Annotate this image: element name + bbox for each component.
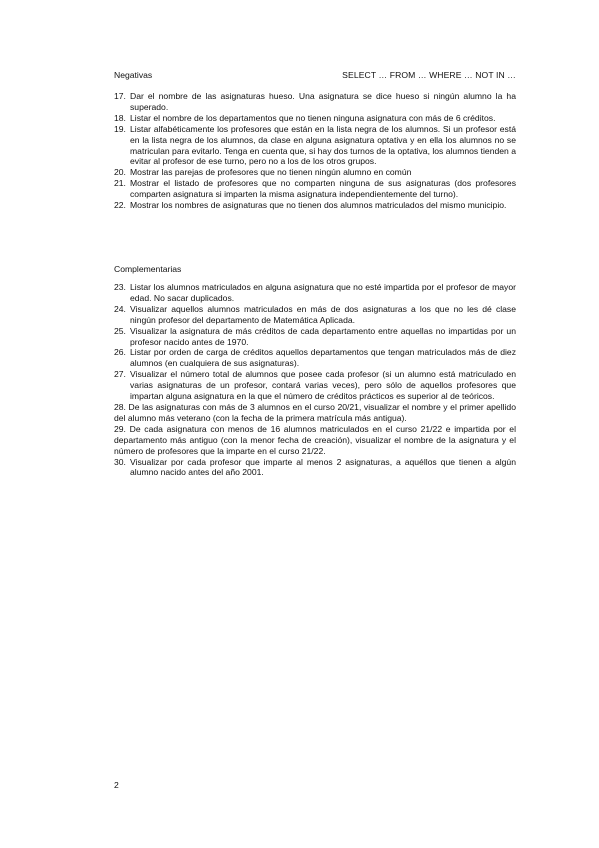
section-label-negativas: Negativas	[114, 70, 153, 80]
list-item: 17. Dar el nombre de las asignaturas hueso. Una asignatura se dice hueso si ningún alumno la ha superado.	[114, 91, 516, 112]
section-title-complementarias: Complementarias	[114, 264, 182, 274]
complementarias-list	[114, 282, 516, 478]
list-item: 30. Visualizar por cada profesor que imparte al menos 2 asignaturas, a aquéllos que tienen a algún alumno nacido antes del año 2001.	[114, 456, 516, 478]
list-item: 25. Visualizar la asignatura de más créditos de cada departamento entre aquellas no impartidas por un profesor nacido antes de 1970.	[114, 325, 516, 347]
list-item: 23. Listar los alumnos matriculados en alguna asignatura que no esté impartida por el profesor de mayor edad. No sacar duplicados.	[114, 282, 516, 303]
list-item: 26. Listar por orden de carga de créditos aquellos departamentos que tengan matriculados más de diez alumnos (en cualquiera de sus asignaturas).	[114, 347, 516, 369]
page-number: 2	[114, 780, 119, 790]
page-header	[114, 70, 516, 82]
list-item: 21. Mostrar el listado de profesores que no comparten ninguna de sus asignaturas (dos profesores comparten asignatura si imparten la misma asignatura independientemente del turno).	[114, 178, 516, 200]
list-item: 27. Visualizar el número total de alumnos que posee cada profesor (si un alumno está matriculado en varias asignaturas de un profesor, contará varias veces), pero sólo de aquellos profesores que impartan alguna asignatura en la que el número de créditos prácticos es superior al de teóricos.	[114, 369, 516, 402]
list-item: 29. De cada asignatura con menos de 16 alumnos matriculados en el curso 21/22 e impartida por el departamento más antiguo (con la menor fecha de creación), visualizar el nombre de la asignatura y el número de profesores que la imparte en el curso 21/22.	[114, 423, 516, 456]
query-pattern-label: SELECT … FROM … WHERE … NOT IN …	[342, 70, 516, 80]
list-item: 19. Listar alfabéticamente los profesores que están en la lista negra de los alumnos. Si un profesor está en la lista negra de los alumnos, da clase en alguna asignatura optativa y en ella los alumnos no se matriculan para evitarlo. Tenga en cuenta que, si hay dos turnos de la optativa, los alumnos tienden a evitar al profesor de ese turno, pero no a los de los otros grupos.	[114, 123, 516, 167]
list-item: 20. Mostrar las parejas de profesores que no tienen ningún alumno en común	[114, 167, 412, 178]
list-item: 18. Listar el nombre de los departamentos que no tienen ninguna asignatura con más de 6 créditos.	[114, 112, 496, 123]
list-item: 24. Visualizar aquellos alumnos matriculados en más de dos asignaturas a los que no les dé clase ningún profesor del departamento de Matemática Aplicada.	[114, 303, 516, 325]
list-item: 28. De las asignaturas con más de 3 alumnos en el curso 20/21, visualizar el nombre y el primer apellido del alumno más veterano (con la fecha de la primera matrícula más antigua).	[114, 401, 516, 423]
negativas-list	[114, 91, 516, 211]
list-item: 22. Mostrar los nombres de asignaturas que no tienen dos alumnos matriculados del mismo municipio.	[114, 200, 507, 211]
